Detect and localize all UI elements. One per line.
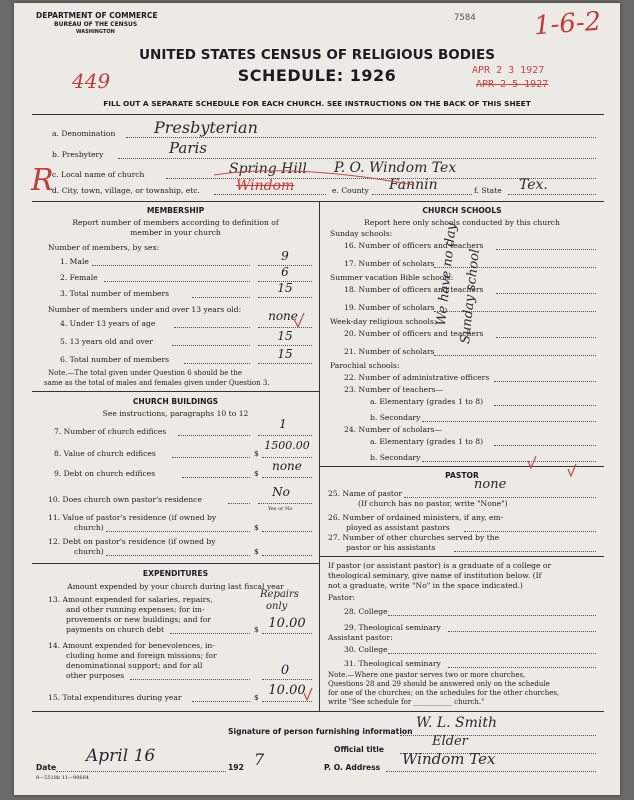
check-mark-icon xyxy=(294,313,304,327)
q23-label: 23. Number of teachers— xyxy=(344,385,444,394)
signature-value: W. L. Smith xyxy=(416,715,498,731)
q31-label: 31. Theological seminary xyxy=(344,659,441,668)
dollar-sign: $ xyxy=(254,625,259,634)
graduate-text-3: not a graduate, write "No" in the space indicated.) xyxy=(328,581,523,590)
year-prefix: 192 xyxy=(228,763,244,772)
q14-line-3: denominational support; and for all xyxy=(66,661,203,670)
q22-label: 22. Number of administrative officers xyxy=(344,373,490,382)
form-number: 8—5518b 11—90664 xyxy=(36,775,89,781)
q13-note-2: only xyxy=(266,601,288,612)
female-count: 6 xyxy=(281,265,289,279)
graduate-text-2: theological seminary, give name of institution below. (If xyxy=(328,571,542,580)
q15-value: 10.00 xyxy=(268,683,306,698)
over-13-count: 15 xyxy=(277,329,293,343)
q21-label: 21. Number of scholars xyxy=(344,347,435,356)
year-digit: 7 xyxy=(254,750,265,769)
q26-line-2: ployed as assistant pastors xyxy=(346,523,450,532)
by-sex-label: Number of members, by sex: xyxy=(48,243,160,252)
presbytery-label: b. Presbytery xyxy=(52,150,104,159)
q27-line-1: 27. Number of other churches served by the xyxy=(328,533,500,542)
denomination-value: Presbyterian xyxy=(154,118,258,137)
date-label: Date xyxy=(36,763,57,772)
edifice-debt: none xyxy=(272,459,302,473)
city-label: WASHINGTON xyxy=(76,29,115,35)
q14-value: 0 xyxy=(280,663,290,678)
q16-label: 16. Number of officers and teachers xyxy=(344,241,484,250)
serial-number: 7584 xyxy=(454,13,476,23)
vacation-schools-label: Summer vacation Bible schools: xyxy=(330,273,454,282)
form-title: UNITED STATES CENSUS OF RELIGIOUS BODIES xyxy=(139,47,495,63)
q20-label: 20. Number of officers and teachers xyxy=(344,329,484,338)
dollar-sign: $ xyxy=(254,523,259,532)
pastor-name-label: 25. Name of pastor xyxy=(328,489,403,498)
total-6-count: 15 xyxy=(277,347,293,361)
male-count: 9 xyxy=(281,249,289,263)
over-13-label: 5. 13 years old and over xyxy=(60,337,153,346)
schools-handwritten-2: Sunday school xyxy=(458,248,483,345)
membership-note-1: Note.—The total given under Question 6 should be the xyxy=(48,369,243,377)
dollar-sign: $ xyxy=(254,449,259,458)
q14-line-2: cluding home and foreign missions; for xyxy=(66,651,217,660)
sunday-schools-label: Sunday schools: xyxy=(330,229,393,238)
residence-debt-label-2: church) xyxy=(74,547,104,556)
parochial-schools-label: Parochial schools: xyxy=(330,361,400,370)
q18-label: 18. Number of officers and teachers xyxy=(344,285,484,294)
under-13-count: none xyxy=(268,309,298,323)
dollar-sign: $ xyxy=(254,469,259,478)
residence-label: 10. Does church own pastor's residence xyxy=(48,495,202,504)
membership-intro-2: member in your church xyxy=(130,228,221,237)
q13-line-2: and other running expenses; for im- xyxy=(66,605,205,614)
q30-label: 30. College xyxy=(344,645,388,654)
edifice-value: 1500.00 xyxy=(264,439,310,452)
residence-debt-label-1: 12. Debt on pastor's residence (if owned by xyxy=(48,537,216,546)
edifices-label: 7. Number of church edifices xyxy=(54,427,167,436)
membership-heading: MEMBERSHIP xyxy=(146,206,205,215)
expenditures-heading: EXPENDITURES xyxy=(142,569,209,578)
check-mark-icon xyxy=(528,456,536,468)
q19-label: 19. Number of scholars xyxy=(344,303,435,312)
city-town-label: d. City, town, village, or township, etc. xyxy=(52,186,200,195)
pastor-heading: PASTOR xyxy=(445,471,479,480)
church-name-label: c. Local name of church xyxy=(52,170,145,179)
received-stamp-2: APR 2 5 1927 xyxy=(476,79,549,90)
pastor-note-4: write "See schedule for ___________ church." xyxy=(328,698,485,706)
expenditures-intro: Amount expended by your church during last fiscal year xyxy=(67,582,284,591)
official-title-label: Official title xyxy=(334,745,385,754)
schools-intro: Report here only schools conducted by this church xyxy=(364,218,560,227)
pastor-note-3: for one of the churches; on the schedules for the other churches, xyxy=(328,689,560,697)
official-title-value: Elder xyxy=(432,734,468,749)
state-label: f. State xyxy=(474,186,502,195)
presbytery-value: Paris xyxy=(169,139,208,157)
church-name-value: Spring Hill xyxy=(229,161,307,177)
q24-label: 24. Number of scholars— xyxy=(344,425,443,434)
buildings-sub: See instructions, paragraphs 10 to 12 xyxy=(102,409,249,418)
pastor-note-2: Questions 28 and 29 should be answered only on the schedule xyxy=(328,680,550,688)
age-heading: Number of members under and over 13 years old: xyxy=(48,305,242,314)
file-number: 449 xyxy=(72,69,111,93)
q24b-label: b. Secondary xyxy=(370,453,421,462)
corner-mark: 1-6-2 xyxy=(533,6,603,42)
total-members-count: 15 xyxy=(277,281,293,295)
q13-line-4: payments on church debt xyxy=(66,625,164,634)
membership-note-2: same as the total of males and females given under Question 3. xyxy=(44,379,270,387)
dollar-sign: $ xyxy=(254,547,259,556)
schools-heading: CHURCH SCHOOLS xyxy=(422,206,502,215)
strike-line-icon xyxy=(214,171,414,185)
pastor-sub-label: Pastor: xyxy=(328,593,356,602)
q13-line-1: 13. Amount expended for salaries, repairs, xyxy=(48,595,213,604)
q15-label: 15. Total expenditures during year xyxy=(48,693,182,702)
q27-line-2: pastor or his assistants xyxy=(346,543,436,552)
schedule-title: SCHEDULE: 1926 xyxy=(237,66,397,85)
state-value: Tex. xyxy=(519,177,548,193)
pastor-name-note: (If church has no pastor, write "None") xyxy=(358,499,508,508)
residence-value-label-2: church) xyxy=(74,523,104,532)
signature-label: Signature of person furnishing information xyxy=(228,727,413,736)
yes-no-hint: Yes or No xyxy=(268,506,293,512)
q14-line-4: other purposes xyxy=(66,671,125,680)
po-address-value: Windom Tex xyxy=(402,750,496,768)
q23a-label: a. Elementary (grades 1 to 8) xyxy=(370,397,484,406)
pastor-name-value: none xyxy=(474,477,507,492)
county-value: Fannin xyxy=(389,177,438,193)
q23b-label: b. Secondary xyxy=(370,413,421,422)
q29-label: 29. Theological seminary xyxy=(344,623,441,632)
q17-label: 17. Number of scholars xyxy=(344,259,435,268)
buildings-heading: CHURCH BUILDINGS xyxy=(132,397,219,406)
county-label: e. County xyxy=(332,186,369,195)
edifices-value: 1 xyxy=(279,417,287,431)
edifice-debt-label: 9. Debt on church edifices xyxy=(54,469,156,478)
received-stamp-1: APR 2 3 1927 xyxy=(472,65,545,76)
weekday-schools-label: Week-day religious schools: xyxy=(330,317,437,326)
total-members-label: 3. Total number of members xyxy=(60,289,170,298)
instruction-line: FILL OUT A SEPARATE SCHEDULE FOR EACH CHURCH. SEE INSTRUCTIONS ON THE BACK OF THIS SHEET xyxy=(103,99,531,108)
q13-line-3: provements or new buildings; and for xyxy=(66,615,211,624)
margin-check-mark: R xyxy=(31,163,54,198)
q13-note-1: Repairs xyxy=(260,589,299,600)
q14-line-1: 14. Amount expended for benevolences, in- xyxy=(48,641,215,650)
q26-line-1: 26. Number of ordained ministers, if any, em- xyxy=(328,513,504,522)
q13-value: 10.00 xyxy=(268,616,306,631)
residence-value: No xyxy=(272,485,290,499)
under-13-label: 4. Under 13 years of age xyxy=(60,319,156,328)
check-mark-icon xyxy=(568,464,576,476)
pastor-note-1: Note.—Where one pastor serves two or more churches, xyxy=(328,671,526,679)
city-town-value: Windom xyxy=(236,178,295,194)
edifice-value-label: 8. Value of church edifices xyxy=(54,449,156,458)
denomination-label: a. Denomination xyxy=(52,129,116,138)
membership-intro-1: Report number of members according to definition of xyxy=(72,218,279,227)
graduate-text-1: If pastor (or assistant pastor) is a graduate of a college or xyxy=(328,561,552,570)
total-6-label: 6. Total number of members xyxy=(60,355,170,364)
female-label: 2. Female xyxy=(60,273,98,282)
q28-label: 28. College xyxy=(344,607,388,616)
residence-value-label-1: 11. Value of pastor's residence (if owned by xyxy=(48,513,217,522)
census-schedule-form xyxy=(14,3,620,795)
church-po-value: P. O. Windom Tex xyxy=(334,160,457,176)
department-label: DEPARTMENT OF COMMERCE xyxy=(36,11,158,20)
assistant-sub-label: Assistant pastor: xyxy=(328,633,393,642)
po-address-label: P. O. Address xyxy=(324,763,381,772)
schools-handwritten-1: We have no day xyxy=(434,222,460,327)
check-marks-overlay xyxy=(14,3,620,795)
check-mark-icon xyxy=(304,688,312,700)
date-value: April 16 xyxy=(86,746,156,766)
dollar-sign: $ xyxy=(254,693,259,702)
q24a-label: a. Elementary (grades 1 to 8) xyxy=(370,437,484,446)
male-label: 1. Male xyxy=(60,257,89,266)
bureau-label: BUREAU OF THE CENSUS xyxy=(54,21,138,28)
